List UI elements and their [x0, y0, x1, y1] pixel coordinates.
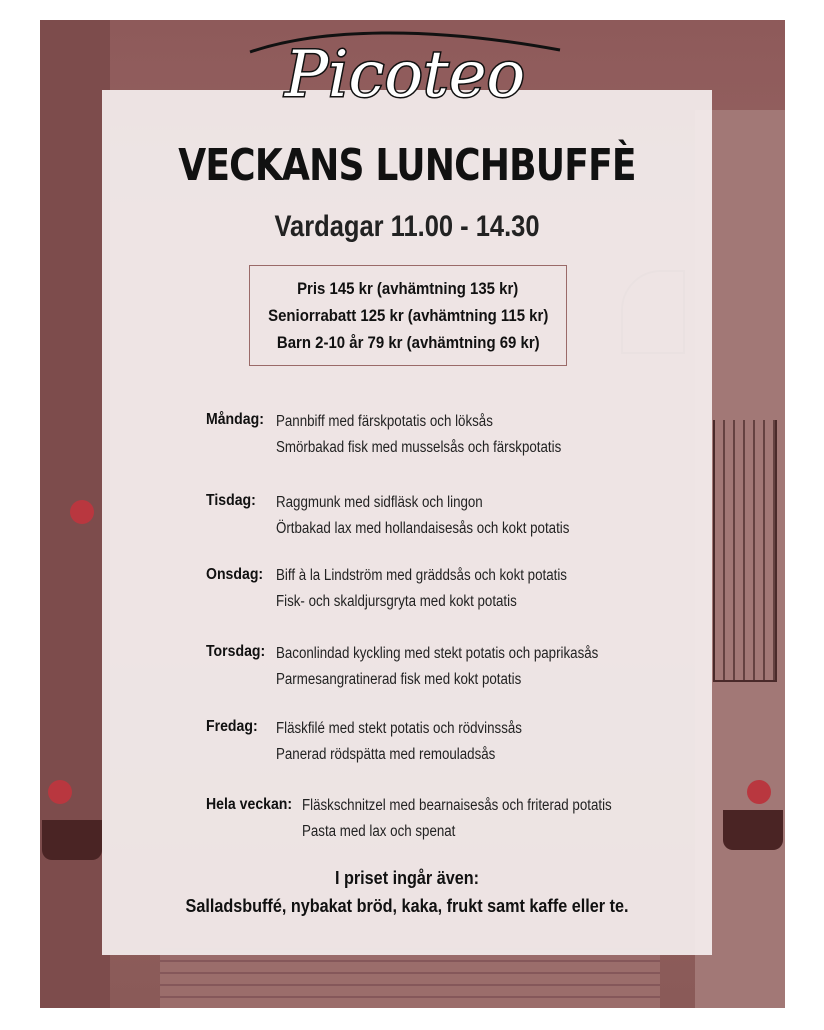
price-line-regular: Pris 145 kr (avhämtning 135 kr) — [297, 279, 519, 298]
dish-friday-1: Fläskfilé med stekt potatis och rödvinssås — [276, 720, 522, 737]
day-label-monday: Måndag: — [206, 411, 264, 428]
included-text: Salladsbuffé, nybakat bröd, kaka, frukt samt kaffe eller te. — [185, 896, 629, 916]
day-label-tuesday: Tisdag: — [206, 492, 256, 509]
dish-tuesday-2: Örtbakad lax med hollandaisesås och kokt potatis — [276, 520, 570, 537]
day-label-thursday: Torsdag: — [206, 643, 266, 660]
dish-wednesday-2: Fisk- och skaldjursgryta med kokt potatis — [276, 593, 517, 610]
dish-thursday-2: Parmesangratinerad fisk med kokt potatis — [276, 671, 522, 688]
dish-tuesday-1: Raggmunk med sidfläsk och lingon — [276, 494, 483, 511]
background-stairs — [160, 948, 660, 1008]
dish-thursday-1: Baconlindad kyckling med stekt potatis och paprikasås — [276, 645, 599, 662]
page-title: VECKANS LUNCHBUFFÈ — [178, 140, 636, 191]
day-label-wednesday: Onsdag: — [206, 566, 264, 583]
background-flower-pot — [42, 820, 102, 860]
opening-hours: Vardagar 11.00 - 14.30 — [274, 210, 540, 243]
dish-monday-1: Pannbiff med färskpotatis och löksås — [276, 413, 493, 430]
price-box — [249, 265, 567, 366]
background-flower — [747, 780, 771, 804]
background-flower — [70, 500, 94, 524]
day-label-whole-week: Hela veckan: — [206, 796, 293, 813]
price-line-children: Barn 2-10 år 79 kr (avhämtning 69 kr) — [276, 333, 540, 352]
dish-wednesday-1: Biff à la Lindström med gräddsås och kokt potatis — [276, 567, 567, 584]
dish-whole-week-2: Pasta med lax och spenat — [302, 823, 456, 840]
picoteo-logo — [240, 22, 570, 114]
included-title: I priset ingår även: — [334, 868, 480, 888]
price-line-senior: Seniorrabatt 125 kr (avhämtning 115 kr) — [267, 306, 549, 325]
background-flower-pot — [723, 810, 783, 850]
background-balcony — [713, 420, 777, 682]
background-flower — [48, 780, 72, 804]
day-label-friday: Fredag: — [206, 718, 258, 735]
dish-friday-2: Panerad rödspätta med remouladsås — [276, 746, 496, 763]
dish-whole-week-1: Fläskschnitzel med bearnaisesås och friterad potatis — [302, 797, 612, 814]
dish-monday-2: Smörbakad fisk med musselsås och färskpotatis — [276, 439, 562, 456]
logo-text: Picoteo — [284, 38, 526, 112]
